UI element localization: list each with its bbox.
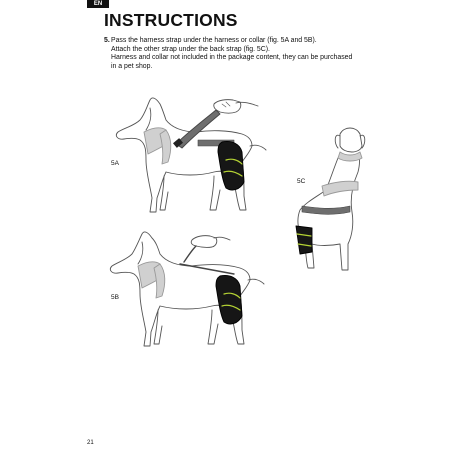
figure-label-5a: 5A bbox=[111, 160, 119, 167]
step-number: 5. bbox=[104, 37, 110, 44]
figure-label-5b: 5B bbox=[111, 294, 119, 301]
page-title: INSTRUCTIONS bbox=[104, 10, 238, 30]
step-line: Attach the other strap under the back strap (fig. 5C). bbox=[111, 45, 270, 53]
figure-5b bbox=[110, 232, 264, 346]
language-tab: EN bbox=[87, 0, 109, 8]
step-line: in a pet shop. bbox=[111, 62, 153, 70]
page-number: 21 bbox=[87, 440, 94, 446]
step-line: Harness and collar not included in the package content, they can be purchased bbox=[111, 54, 353, 62]
figure-label-5c: 5C bbox=[297, 178, 306, 185]
step-line: Pass the harness strap under the harness or collar (fig. 5A and 5B). bbox=[111, 37, 317, 44]
figure-5a bbox=[116, 98, 266, 212]
figure-5c bbox=[296, 128, 365, 270]
